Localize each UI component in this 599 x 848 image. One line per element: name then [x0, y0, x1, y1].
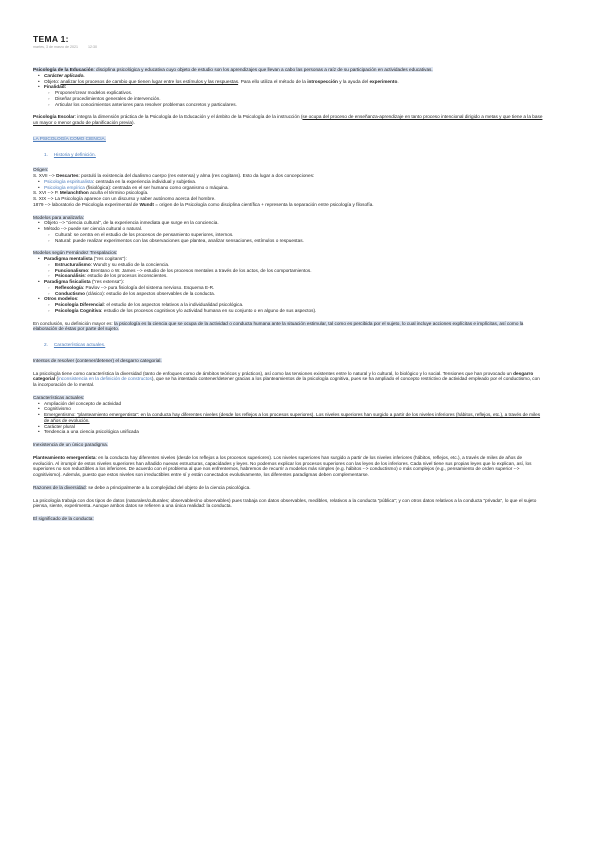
list-item: ◦ Psicología Cognitiva: estudio de los procesos cognitivos y/o actividad humana en su conjunto o en alguno de sus aspectos).: [55, 308, 543, 314]
list-item: ◦ Conductismo (clásico): estudio de los aspectos observables de la conducta.: [55, 291, 543, 297]
origen-line: S. XIX --> La Psicología aparece con un discurso y saber autónomo acerca del hombre.: [33, 196, 216, 201]
list-item: ◦ Proponer/crear modelos explicativos.: [55, 90, 543, 96]
list-item: ◦ Natural: puede realizar experimentos con las observaciones que plantea, analizar sensaciones, estímulos o respuestas.: [55, 238, 543, 244]
definition-paragraph: Psicología de la Educación: disciplina psicológica y educativa cuyo objeto de estudio son los aprendizajes que llevan a cabo las personas a raíz de su participación en actividades educativas.: [33, 67, 433, 72]
list-item: • Carácter plural: [44, 424, 543, 430]
list-item: • Psicología empírica (fisiológica): centrada en el ser humano como organismo o máquina.: [44, 185, 543, 191]
paradigmas-list: [33, 256, 543, 314]
list-item: • Método --> puede ser ciencia cultural o natural. ◦ Cultural: se centra en el estudio de los procesos de pensamiento superiores, internos. ◦ Natural: puede realizar experimentos con las observaciones que plantea, analizar sensaciones, estímulos o respuestas.: [44, 226, 543, 243]
list-item: • Objeto --> "ciencia cultural", de la experiencia inmediata que surge en la conciencia.: [44, 220, 543, 226]
page-title: TEMA 1:: [33, 34, 69, 44]
modelos-heading: Modelos para analizarla:: [33, 214, 85, 220]
origen-heading: Origen:: [33, 167, 49, 173]
caracteristicas-list: [33, 401, 543, 436]
significado-heading: El significado de la conducta:: [33, 516, 94, 521]
origen-line: 1879 --> laboratorio de Psicología experimental de Wundt = origen de la Psicología como disciplina científica + representa la separación entre psicología y filosofía.: [33, 201, 374, 207]
list-item: • Emergentismo: "planteamiento emergentista": en la conducta hay diferentes niveles (desde los reflejos a los procesos superiores). Los niveles superiores han surgido a partir de los niveles inferiores (hábitos, reflejos, etc.), a través de miles de años de evolución.: [44, 412, 543, 424]
metodo-list: [44, 232, 543, 244]
list-item: ◦ Estructuralismo: Wundt y su estudio de la conciencia.: [55, 262, 543, 268]
escolar-paragraph: Psicología Escolar: integra la dimensión práctica de la Psicología de la Educación y el ámbito de la Psicología de la instrucción (se ocupa del proceso de enseñanza-aprendizaje en tanto proceso intencional dirigido a metas y que tiene a la base un mayor o menor grado de planificación previa).: [33, 114, 543, 125]
intentos-paragraph: La psicología tiene como característica la diversidad (tanto de enfoques como de ámbitos teóricos y prácticos), así como las tensiones existentes entre lo natural y lo cultural, lo biológico y lo social. Tensiones que han provocado un desgarro categorial (inconsistencia en la definición de constructos), que se ha intentado contener/detener gracias a los planteamientos de la psicología cognitiva, pues se ha ampliado el concepto restrictivo de actividad empleado por el conductismo, con la incorporación de lo mental.: [33, 370, 540, 387]
definition-list: [33, 73, 543, 108]
list-item: • Objeto: analizar los procesos de cambio que tienen lugar entre los estímulos y las respuestas. Para ello utiliza el método de la introspección y la ayuda del experimento.: [44, 79, 543, 85]
section-title: LA PSICOLOGÍA COMO CIENCIA.: [33, 135, 106, 141]
list-item: ◦ Funcionalismo: Brentano o W. James --> estudio de los procesos mentales a través de los actos, de los comportamientos.: [55, 268, 543, 274]
list-item: • Carácter aplicado.: [44, 73, 543, 79]
emergentista-paragraph: Planteamiento emergentista: en la conducta hay diferentes niveles (desde los reflejos a los procesos superiores). Los niveles superiores han surgido a partir de los niveles inferiores (hábitos, reflejos, etc.), a través de miles de años de evolución. Al irrumpir de estos niveles superiores han añadido nuevas estructuras, capacidades y leyes. No podemos explicar los procesos superiores con las leyes de los inferiores. Cada nivel tiene sus propias leyes que lo explican, así, los superiores no son reductibles a los inferiores. De acuerdo con el problema al que nos enfrentemos, habremos de recurrir a modelos más simples (e.g. hábitos --> conductismo) o más complejos (e.g., pensamiento de orden superior --> cognitivismo). Además, puesto que estos niveles son irreductibles entre sí y están conectados evolutivamente, los diferentes paradigmas deben complementarse.: [33, 454, 532, 477]
list-item: ◦ Articular los conocimientos anteriores para resolver problemas concretos y particulares.: [55, 102, 543, 108]
list-item: ◦ Psicología Diferencial: el estudio de los aspectos relativos a la individualidad psicológica.: [55, 302, 543, 308]
list-item: • Finalidad: ◦ Proponer/crear modelos explicativos. ◦ Diseñar procedimientos generales de intervención. ◦ Articular los conocimientos anteriores para resolver problemas concretos y particulares.: [44, 84, 543, 107]
inexistencia-heading: Inexistencia de un único paradigma.: [33, 442, 109, 447]
origen-line: S. XVII --> Descartes: postuló la existencia del dualismo cuerpo (res extensa) y alma (res cogitans). Esto da lugar a dos concepciones:: [33, 173, 315, 178]
list-item: • Ampliación del concepto de actividad: [44, 401, 543, 407]
finalidad-list: [44, 90, 543, 107]
fernandez-heading: Modelos según Fernández Trespalacios:: [33, 250, 118, 256]
list-item: • Tendencia a una ciencia psicológica unificada: [44, 429, 543, 435]
list-item: ◦ Reflexología: Pavlov --> pura fisiología del sistema nervioso. Esquema E-R.: [55, 285, 543, 291]
list-item: ◦ Diseñar procedimientos generales de intervención.: [55, 96, 543, 102]
list-item: • Otros modelos: ◦ Psicología Diferencial: el estudio de los aspectos relativos a la individualidad psicológica. ◦ Psicología Cognitiva: estudio de los procesos cognitivos y/o actividad humana en su conjunto o en alguno de sus aspectos).: [44, 296, 543, 313]
definition-term: Psicología de la Educación: [33, 67, 94, 72]
subsection-heading-1: 1. Historia y definición.: [44, 151, 96, 157]
list-item: • Paradigma mentalista ("res cogitans"): ◦ Estructuralismo: Wundt y su estudio de la conciencia. ◦ Funcionalismo: Brentano o W. James --> estudio de los procesos mentales a través de los actos, de los comportamientos. ◦ Psicoanálisis: estudio de los procesos inconscientes.: [44, 256, 543, 279]
intentos-heading: Intentos de resolver (contener/detener) el desgarro categorial.: [33, 357, 162, 363]
origen-line: S. XVI --> P. Melanchthon acuña el término psicología.: [33, 190, 149, 196]
datos-paragraph: La psicología trabaja con dos tipos de datos (naturales/culturales; observables/no observables) pues trabaja con datos observables, medibles, relativos a la conducta "pública"; y con otros datos relativos a la conducta "privada", lo que el sujeto piensa, siente, experimenta. Aunque ambos datos se refieren a una única realidad: la conducta.: [33, 497, 537, 509]
note-date: martes, 3 de marzo de 2021: [33, 45, 78, 49]
list-item: • Cognitivismo: [44, 406, 543, 412]
list-item: • Psicología espiritualista: centrada en la experiencia individual y subjetiva.: [44, 179, 543, 185]
concepciones-list: [33, 179, 543, 191]
caracteristicas-heading: Características actuales:: [33, 394, 85, 400]
subsection-heading-2: 2. Características actuales.: [44, 342, 106, 347]
modelos-list: [33, 220, 543, 243]
razones-paragraph: Razones de la diversidad: se debe a principalmente a la complejidad del objeto de la ciencia psicológica.: [33, 484, 251, 490]
list-item: ◦ Psicoanálisis: estudio de los procesos inconscientes.: [55, 273, 543, 279]
conclusion-paragraph: En conclusión, su definición mayor es: la psicología es la ciencia que se ocupa de la actividad o conducta humana ante la situación estimular, tal como es percibida por el sujeto, lo cual incluye acciones explícitas e implícitas, así como la elaboración de éstas por parte del sujeto.: [33, 320, 524, 332]
note-meta: [33, 45, 543, 50]
list-item: • Paradigma fisicalista ("res extensa"): ◦ Reflexología: Pavlov --> pura fisiología del sistema nervioso. Esquema E-R. ◦ Conductismo (clásico): estudio de los aspectos observables de la conducta.: [44, 279, 543, 296]
list-item: ◦ Cultural: se centra en el estudio de los procesos de pensamiento superiores, internos.: [55, 232, 543, 238]
note-time: 12:30: [87, 45, 97, 49]
